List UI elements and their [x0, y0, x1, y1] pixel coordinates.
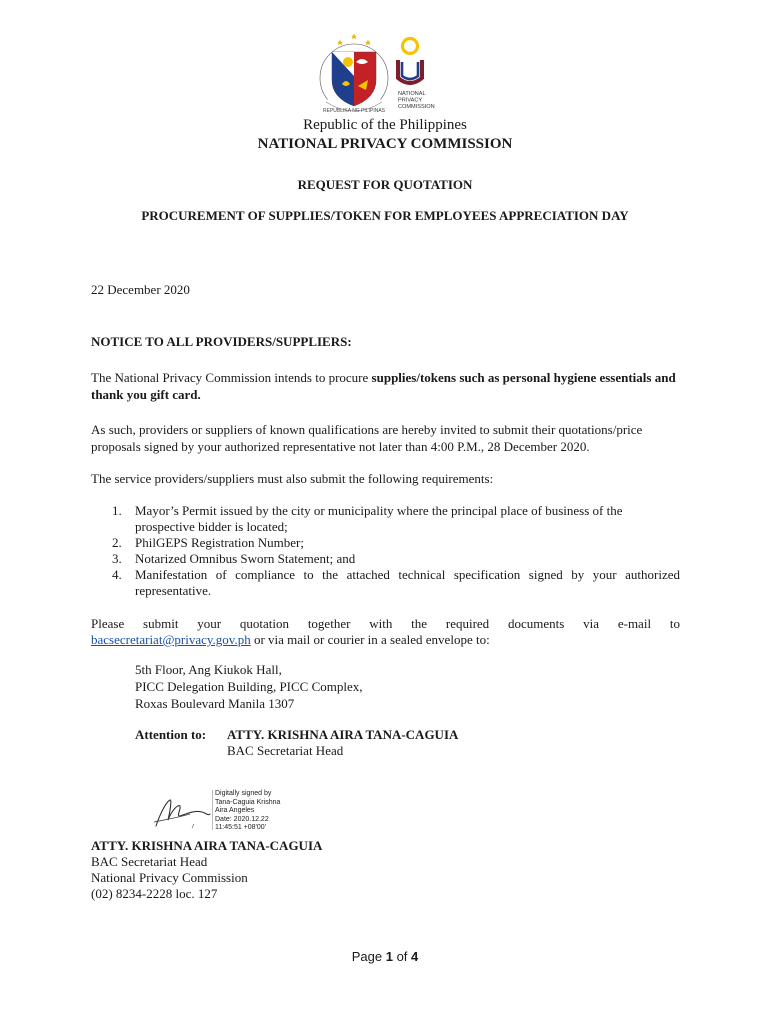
signatory-position: BAC Secretariat Head [91, 854, 208, 869]
signatory-phone: (02) 8234-2228 loc. 127 [91, 886, 218, 901]
mailing-address [135, 661, 363, 712]
requirement-item [91, 551, 680, 567]
intro-paragraph-prefix: The National Privacy Commission intends to procure [91, 370, 372, 385]
digital-signature-line: Aira Angeles [215, 807, 255, 814]
requirement-item [91, 535, 680, 551]
requirements-list [91, 503, 680, 599]
requirement-item [91, 503, 680, 535]
signatory-name: ATTY. KRISHNA AIRA TANA-CAGUIA [91, 838, 323, 853]
page-number-mid: of [392, 949, 412, 964]
requirement-text: Notarized Omnibus Sworn Statement; and [135, 551, 356, 566]
address-line: PICC Delegation Building, PICC Complex, [135, 679, 363, 694]
letter-date: 22 December 2020 [91, 282, 190, 297]
invitation-paragraph: As such, providers or suppliers of known qualifications are hereby invited to submit their quotations/price proposals signed by your authorized representative not later than 4:00 P.M., 28 December 2020. [91, 422, 643, 454]
svg-text:NATIONAL: NATIONAL [398, 91, 426, 97]
page-total: 4 [411, 949, 419, 964]
page-number-prefix: Page [351, 949, 386, 964]
requirement-text: Manifestation of compliance to the attached technical specification signed by your authorized representative. [135, 567, 680, 598]
requirement-text: PhilGEPS Registration Number; [135, 535, 304, 550]
requirement-text: Mayor’s Permit issued by the city or municipality where the principal place of business of the prospective bidder is located; [135, 503, 623, 534]
requirement-number: 3. [112, 551, 122, 566]
attention-name: ATTY. KRISHNA AIRA TANA-CAGUIA [227, 727, 459, 742]
npc-logo-icon [398, 39, 435, 111]
seal-and-npc-logo [318, 32, 438, 114]
agency-name: NATIONAL PRIVACY COMMISSION [257, 136, 513, 152]
digital-signature-line: Tana-Caguia Krishna [215, 798, 281, 806]
intro-paragraph [91, 369, 680, 403]
svg-text:COMMISSION: COMMISSION [398, 104, 435, 110]
procurement-subject: PROCUREMENT OF SUPPLIES/TOKEN FOR EMPLOYEES APPRECIATION DAY [141, 208, 629, 223]
attention-label: Attention to: [135, 727, 207, 742]
page-current: 1 [385, 949, 393, 964]
submission-instruction-cont [91, 631, 680, 648]
notice-heading: NOTICE TO ALL PROVIDERS/SUPPLIERS: [91, 334, 352, 349]
signatory-office: National Privacy Commission [91, 870, 248, 885]
svg-text:REPUBLIKA NG PILIPINAS: REPUBLIKA NG PILIPINAS [323, 108, 385, 114]
intro-paragraph-items: supplies/tokens such as personal hygiene essentials and thank you gift card. [91, 370, 676, 402]
signature-divider [212, 790, 213, 830]
svg-text:PRIVACY: PRIVACY [398, 97, 423, 104]
attention-position: BAC Secretariat Head [227, 743, 344, 758]
bac-email-link[interactable]: bacsecretariat@privacy.gov.ph [91, 632, 251, 647]
page-number [0, 949, 770, 964]
submission-instruction-rest: or via mail or courier in a sealed envelope to: [250, 632, 490, 647]
requirement-item [91, 567, 680, 599]
digital-signature-line: Date: 2020.12.22 [215, 815, 269, 823]
address-line: 5th Floor, Ang Kiukok Hall, [135, 662, 282, 677]
requirement-number: 2. [112, 535, 122, 550]
republic-seal-icon [320, 34, 388, 114]
address-line: Roxas Boulevard Manila 1307 [135, 696, 295, 711]
requirements-intro: The service providers/suppliers must also submit the following requirements: [91, 471, 494, 486]
signature-icon [150, 792, 214, 834]
requirement-number: 1. [112, 503, 122, 518]
letterhead-logos [318, 32, 438, 114]
document-type-title: REQUEST FOR QUOTATION [297, 177, 473, 192]
requirement-number: 4. [112, 567, 122, 582]
digital-signature-stamp [215, 790, 280, 833]
signatory-block [91, 838, 322, 902]
digital-signature-line: Digitally signed by [215, 790, 272, 797]
digital-signature-line: 11:45:51 +08'00' [215, 824, 267, 831]
republic-line: Republic of the Philippines [303, 117, 467, 133]
handwritten-signature [150, 792, 214, 834]
submission-instruction: Please submit your quotation together with the required documents via e-mail to [91, 616, 680, 631]
